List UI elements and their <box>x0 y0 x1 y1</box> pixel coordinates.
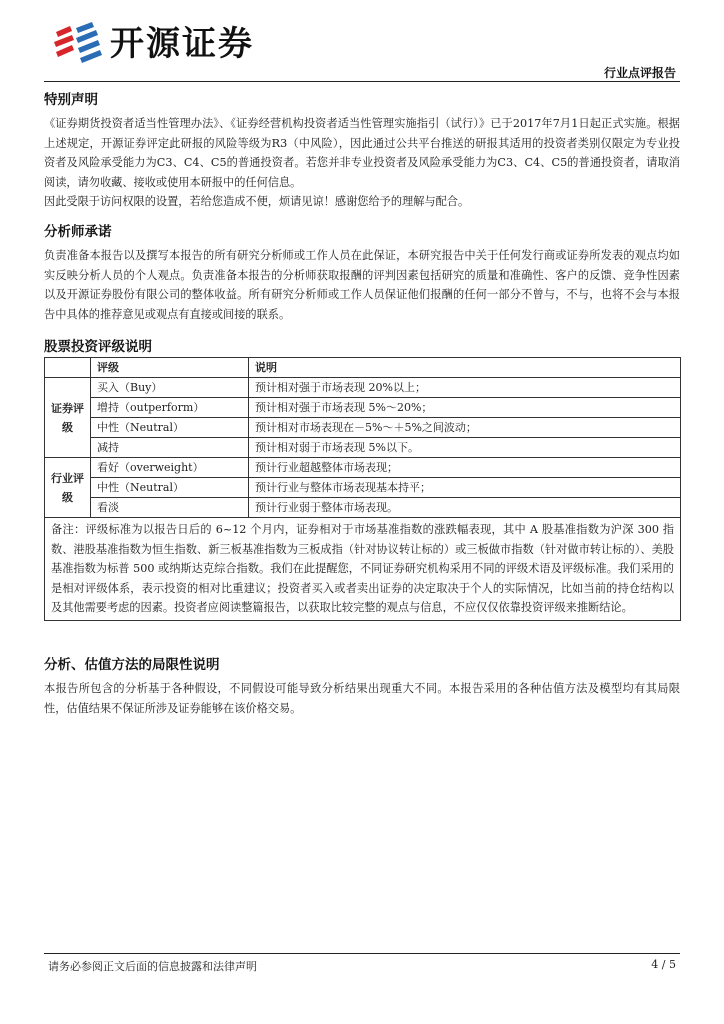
brand-mark-icon <box>50 22 106 66</box>
description-cell: 预计相对强于市场表现 20%以上； <box>249 378 681 398</box>
description-cell: 预计相对强于市场表现 5%～20%； <box>249 398 681 418</box>
rating-cell: 看淡 <box>91 498 249 518</box>
header-divider <box>44 81 680 82</box>
table-row <box>45 378 681 398</box>
analyst-commitment-section <box>44 222 680 324</box>
report-type-label: 行业点评报告 <box>603 66 676 80</box>
limitations-title: 分析、估值方法的局限性说明 <box>44 657 220 673</box>
table-row <box>45 458 681 478</box>
rating-cell: 中性（Neutral） <box>91 478 249 498</box>
rating-table-corner <box>45 358 91 378</box>
special-statement-paragraph: 《证券期货投资者适当性管理办法》、《证券经营机构投资者适当性管理实施指引（试行）》已于2017年7月1日起正式实施。根据上述规定，开源证券评定此研报的风险等级为R3（中风险），因此通过公共平台推送的研报其适用的投资者类别仅限定为专业投资者及风险承受能力为C3、C4、C5的普通投资者。若您并非专业投资者及风险承受能力为C3、C4、C5的普通投资者，请取消阅读，请勿收藏、接收或使用本研报中的任何信息。 <box>44 117 680 189</box>
description-cell: 预计行业超越整体市场表现； <box>249 458 681 478</box>
analyst-commitment-title: 分析师承诺 <box>44 224 112 240</box>
special-statement-title: 特别声明 <box>44 92 98 108</box>
limitations-paragraph: 本报告所包含的分析基于各种假设，不同假设可能导致分析结果出现重大不同。本报告采用的各种估值方法及模型均有其局限性，估值结果不保证所涉及证券能够在该价格交易。 <box>44 682 680 715</box>
table-row <box>45 438 681 458</box>
rating-cell: 看好（overweight） <box>91 458 249 478</box>
table-row <box>45 498 681 518</box>
rating-note: 备注：评级标准为以报告日后的 6~12 个月内，证券相对于市场基准指数的涨跌幅表现，其中 A 股基准指数为沪深 300 指数、港股基准指数为恒生指数、新三板基准指数为三板成指（针对协议转让标的）或三板做市指数（针对做市转让标的）、美股基准指数为标普 500 或纳斯达克综合指数。我们在此提醒您，不同证券研究机构采用不同的评级术语及评级标准。我们采用的是相对评级体系，表示投资的相对比重建议；投资者买入或者卖出证券的决定取决于个人的实际情况，比如当前的持仓结构以及其他需要考虑的因素。投资者应阅读整篇报告，以获取比较完整的观点与信息，不应仅仅依靠投资评级来推断结论。 <box>45 518 681 621</box>
rating-cell: 中性（Neutral） <box>91 418 249 438</box>
rating-note-row <box>45 518 681 621</box>
analyst-commitment-paragraph: 负责准备本报告以及撰写本报告的所有研究分析师或工作人员在此保证，本研究报告中关于任何发行商或证券所发表的观点均如实反映分析人员的个人观点。负责准备本报告的分析师获取报酬的评判因素包括研究的质量和准确性、客户的反馈、竞争性因素以及开源证券股份有限公司的整体收益。所有研究分析师或工作人员保证他们报酬的任何一部分不曾与，不与，也将不会与本报告中具体的推荐意见或观点有直接或间接的联系。 <box>44 249 680 321</box>
table-row <box>45 478 681 498</box>
rating-explanation-section <box>44 337 680 621</box>
brand-logo <box>50 22 254 66</box>
rating-table-header-row <box>45 358 681 378</box>
description-cell: 预计相对市场表现在－5%～＋5%之间波动； <box>249 418 681 438</box>
description-cell: 预计行业弱于整体市场表现。 <box>249 498 681 518</box>
rating-cell: 减持 <box>91 438 249 458</box>
special-statement-closing: 因此受限于访问权限的设置，若给您造成不便，烦请见谅！感谢您给予的理解与配合。 <box>44 195 470 208</box>
table-row <box>45 398 681 418</box>
footer-disclaimer: 请务必参阅正文后面的信息披露和法律声明 <box>48 960 257 973</box>
brand-name: 开源证券 <box>110 24 254 64</box>
limitations-section <box>44 655 680 718</box>
industry-rating-group-label: 行业评级 <box>45 458 91 518</box>
footer-divider <box>44 953 680 954</box>
rating-column-header: 评级 <box>91 358 249 378</box>
stock-rating-group-label: 证券评级 <box>45 378 91 458</box>
table-row <box>45 418 681 438</box>
description-column-header: 说明 <box>249 358 681 378</box>
rating-table <box>44 357 681 621</box>
description-cell: 预计相对弱于市场表现 5%以下。 <box>249 438 681 458</box>
special-statement-section <box>44 90 680 212</box>
page-number: 4 / 5 <box>651 958 676 971</box>
rating-cell: 买入（Buy） <box>91 378 249 398</box>
description-cell: 预计行业与整体市场表现基本持平； <box>249 478 681 498</box>
rating-explanation-title: 股票投资评级说明 <box>44 339 152 355</box>
rating-cell: 增持（outperform） <box>91 398 249 418</box>
